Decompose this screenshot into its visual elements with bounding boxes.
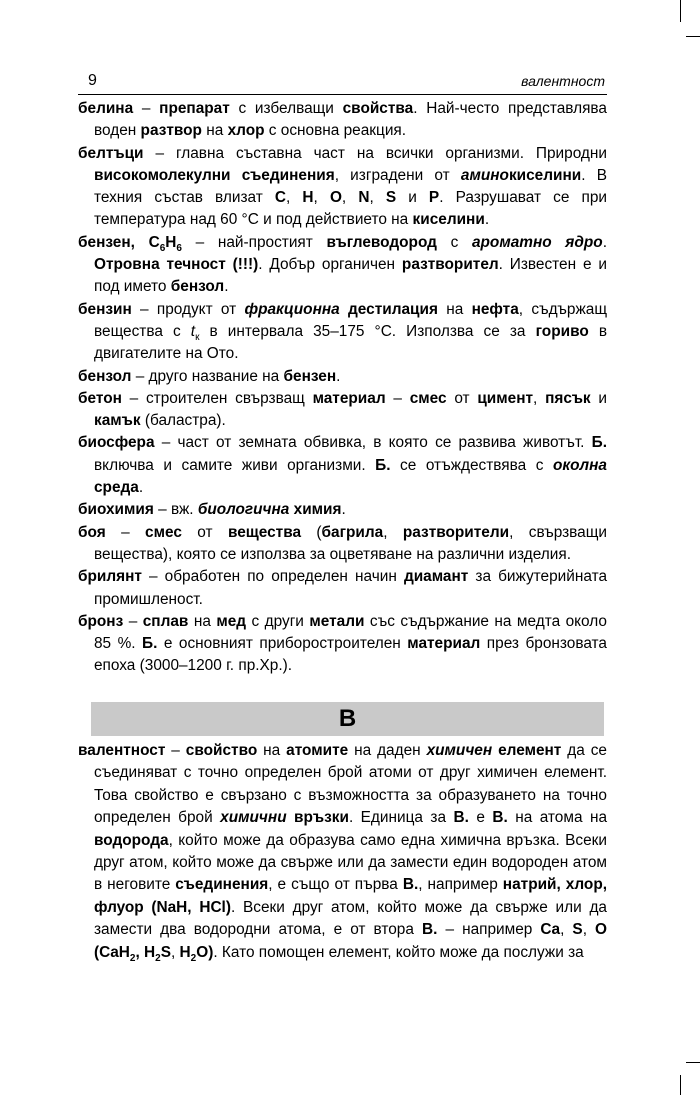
term-text: смес [145,523,182,541]
running-head: валентност [521,73,605,89]
entry-text: с избелващи [229,100,343,117]
entry-text [287,809,294,826]
term-text: S [385,189,397,207]
term-text: H [179,943,191,961]
entry-text: . В техния състав влизат [94,166,607,207]
entry-text: включва и самите живи организми. [94,456,376,474]
entry-text: – [385,389,410,407]
dictionary-entry [78,143,607,232]
term-text: разтворители [402,523,510,541]
entry-text: през бронзовата епоха (3000–1200 г. пр.Хр.). [94,635,607,675]
dictionary-entry [78,566,608,611]
term-text: високомолекулни съединения [94,166,335,184]
term-text: 6 [159,242,166,254]
term-text: химичен [426,742,493,759]
entry-text: за бижутерийната промишленост. [94,568,608,608]
term-text: диамант [403,568,469,586]
term-text: ароматно ядро [471,233,603,251]
term-text: фракционна [244,300,340,318]
term-text: 2 [129,952,136,964]
term-text: съединения [175,876,269,894]
term-text: въглеводород [326,233,437,251]
term-text: багрила [321,523,384,541]
term-text: белтъци [78,144,144,162]
entry-text: от [181,523,228,541]
term-text: среда [94,479,139,497]
term-text: H [302,189,314,207]
term-text: валентност [78,742,166,759]
term-text: В. [421,921,438,939]
entry-text: със съдържание на медта около 85 %. [94,612,607,653]
entry-text: . [336,367,341,385]
entry-text: , е също от първа [268,876,403,894]
dictionary-entry [78,740,608,964]
entry-text: . Най-често представлява воден [94,100,607,140]
entry-text: от [446,389,478,407]
term-text: елемент [498,742,562,759]
term-text: Ca [540,921,561,939]
dictionary-entry [78,499,607,521]
term-text: амино [460,166,509,184]
crop-mark-bottom-right-h [686,1062,700,1063]
term-text: В. [402,876,419,894]
term-text: S [572,921,583,939]
entry-text: , например [418,876,503,894]
entry-text: с [436,233,472,251]
entry-text: – строителен свързващ [121,389,313,407]
crop-mark-bottom-right-v [680,1075,681,1095]
term-text: химия [293,501,342,519]
term-text: бензен, C [78,233,160,251]
term-text: дестилация [348,300,438,318]
term-text: O) [196,943,214,961]
entry-text: – [165,742,186,759]
entry-text: , [533,389,546,407]
term-text: 2 [190,952,197,964]
term-text: хлор [227,122,265,140]
entry-text: – [133,100,160,117]
entry-text: . Като помощен елемент, който може да послужи за [213,943,584,961]
entry-text: с други [246,612,310,630]
term-text: O [329,189,342,207]
term-text: разтвор [140,122,202,140]
dictionary-entry [78,232,608,299]
term-text: бензол [78,367,132,385]
term-text: цимент [477,389,534,407]
entry-text: . [138,479,144,497]
entry-text: и [396,189,429,207]
entry-text: в двигателите на Ото. [94,322,607,363]
entry-text: . Известен е и под името [94,256,608,296]
dictionary-entry [78,522,607,567]
term-text: препарат [159,100,230,117]
crop-mark-top-right-v [680,0,681,22]
term-text: биологична [197,501,290,519]
entry-text: , [341,189,359,207]
entry-text [340,301,348,318]
entry-text: – друго название на [131,367,284,385]
term-text: свойство [185,742,258,759]
entry-text: , изградени от [334,166,461,184]
dictionary-entry [78,299,607,366]
entry-text: на [188,612,217,630]
entry-text: , [286,189,303,207]
entry-text: е [468,809,493,827]
dictionary-entry [78,388,607,433]
entry-text: , който може да образува само една химична връзка. Всеки друг атом, който може да свърже или да замести един водороден атом в неговите [94,831,607,894]
dictionary-entry [78,366,607,388]
entry-text: на [257,742,287,759]
term-text: 2 [155,952,161,964]
term-text: връзки [294,809,349,827]
entry-text: . Добър органичен [258,256,402,274]
section-letter-band [91,702,604,736]
entry-text: – главна съставна част на всички организми. Природни [143,144,607,162]
term-text: околна [552,456,607,474]
term-text: смес [409,389,447,407]
term-text: S [160,943,171,961]
entry-text: с основна реакция. [264,122,407,140]
term-text: бензен [283,367,337,385]
entry-text: – [105,523,146,541]
term-text: метали [309,612,365,630]
entry-text: , [170,943,180,961]
term-text: N [358,189,370,207]
term-text: бензин [78,300,132,318]
entry-text: е основният приборостроителен [157,635,408,653]
term-text: вещества [227,523,302,541]
term-text: материал [312,389,386,407]
term-text: натрий, хлор, флуор (NaH, HCl) [94,876,608,916]
term-text: биосфера [78,434,155,452]
term-text: Отровна течност (!!!) [94,256,259,274]
entry-text: t [190,322,196,340]
entry-text: . [224,278,229,296]
term-text: атомите [286,742,349,759]
term-text: мед [216,612,247,630]
page-header [78,66,607,95]
term-text: бензол [170,278,225,296]
entry-text: – част от земната обвивка, в която се развива животът. [154,434,592,452]
term-text: гориво [535,322,589,340]
entry-text: . Единица за [348,809,454,827]
entry-text: и [590,389,607,407]
term-text: В. [453,809,469,827]
entry-text: , [560,921,573,939]
term-text: материал [407,635,481,653]
term-text: водорода [94,831,169,849]
entry-text: , свързващи вещества), която се използва за оцветяване на различни изделия. [94,523,607,563]
term-text: бронз [78,612,124,630]
term-text: В. [492,809,508,827]
page-number: 9 [88,72,97,89]
entry-text: , [582,921,596,939]
entry-text: к [195,332,200,344]
entries-list-v [78,740,607,964]
entry-text: . [484,211,490,229]
term-text: химични [220,809,287,827]
term-text: H [165,233,177,251]
entry-text: ( [301,523,322,541]
entry-text: да се съединяват с точно определен брой атоми от друг химичен елемент. Това свойство е свързано с възможността за образуването на точно определен брой [94,742,607,827]
term-text: Б. [142,635,158,653]
term-text: C [274,189,287,207]
entry-text: – продукт от [131,300,245,318]
term-text: свойства [342,100,414,117]
entry-text: в интервала 35–175 °C. Използва се за [199,322,536,340]
entry-text: . [602,233,607,251]
entries-list-b [78,98,607,678]
entry-text: се отъждествява с [390,456,553,474]
term-text: бетон [78,389,122,407]
entry-text: – обработен по определен начин [141,568,404,586]
entry-text: на [201,122,228,140]
crop-mark-top-right-h [686,36,700,37]
term-text: Б. [375,456,391,474]
entry-text: . [341,501,346,519]
entry-text: на даден [348,742,427,759]
entry-text: , [383,523,403,541]
term-text: O (CaH [94,921,608,961]
term-text: нефта [471,300,519,318]
term-text: P [428,189,440,207]
term-text: 6 [176,242,182,254]
entry-text: , съдържащ вещества с [94,300,607,340]
entry-text: – вж. [153,501,198,519]
dictionary-entry [78,98,607,143]
term-text: брилянт [78,568,142,586]
entry-text: – например [437,921,541,939]
term-text: пясък [545,389,591,407]
term-text: белина [78,100,134,117]
term-text: сплав [142,612,189,630]
entry-text: на [437,300,472,318]
term-text: разтворител [401,256,499,274]
term-text: боя [78,523,106,541]
entry-text: на атома на [507,809,608,827]
term-text: Б. [591,434,607,452]
entry-text: (баластра). [140,412,226,430]
dictionary-entry [78,432,607,499]
term-text: киселини [412,211,485,229]
entry-text: , [369,189,386,207]
term-text: камък [94,412,141,430]
term-text: , H [135,943,156,961]
entry-text: , [313,189,330,207]
entry-text: – най-простият [181,233,327,251]
entry-text: – [123,612,143,630]
entry-text: . Всеки друг атом, който може да свърже или да замести два водородни атома, е от втора [94,898,607,939]
term-text: киселини [508,166,582,184]
section-letter: В [338,705,357,732]
term-text: биохимия [78,501,154,519]
dictionary-entry [78,611,607,678]
entry-text: . Разрушават се при температура над 60 °C и под действието на [94,189,607,229]
